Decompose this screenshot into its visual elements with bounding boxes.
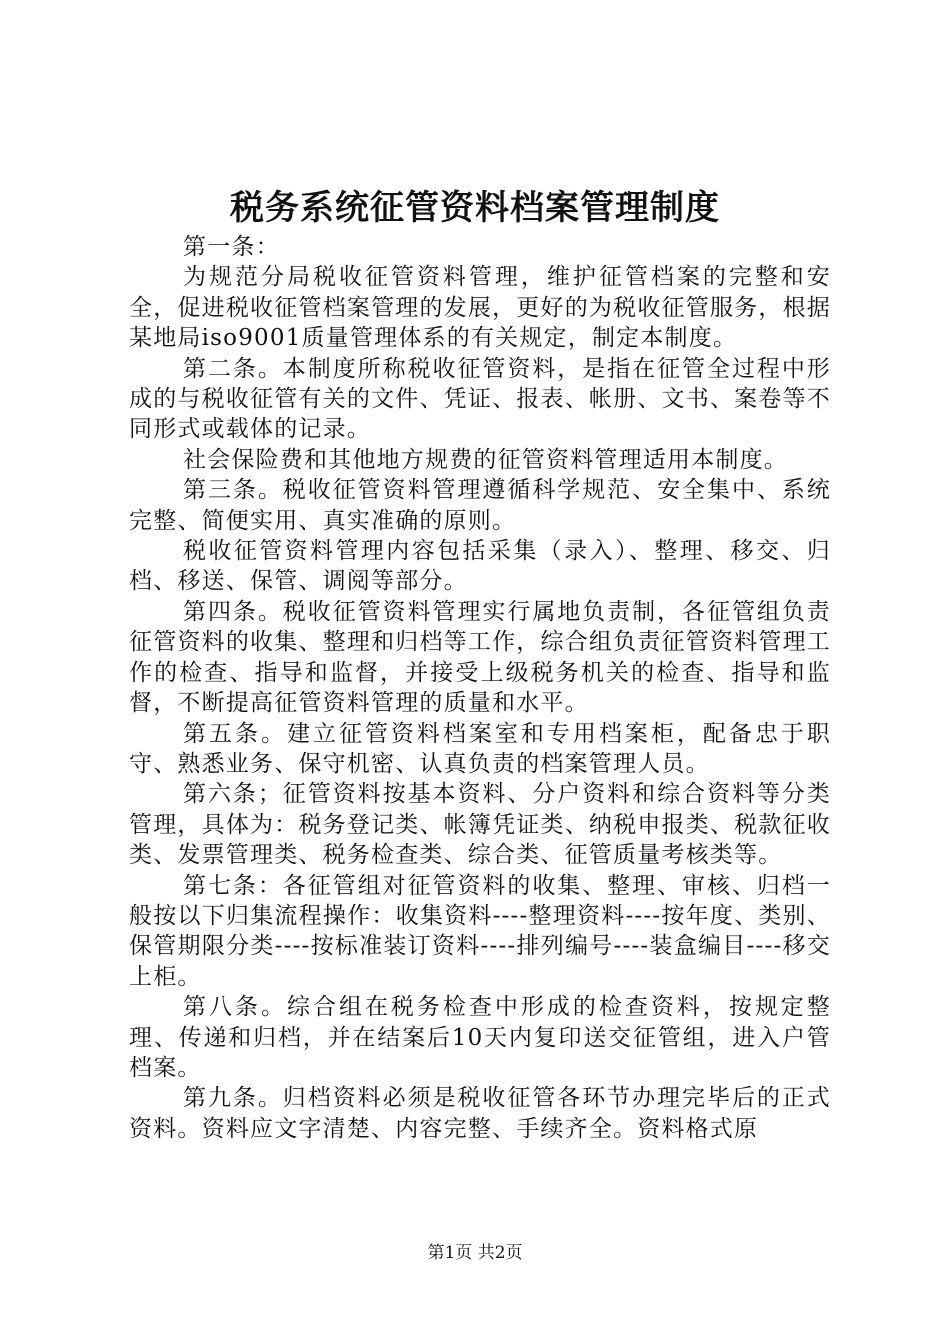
paragraph-management-content: 税收征管资料管理内容包括采集（录入）、整理、移交、归档、移送、保管、调阅等部分。 bbox=[129, 538, 831, 595]
paragraph-article-6: 第六条；征管资料按基本资料、分户资料和综合资料等分类管理，具体为：税务登记类、帐簿凭证类、纳税申报类、税款征收类、发票管理类、税务检查类、综合类、征管质量考核类等。 bbox=[129, 781, 831, 869]
paragraph-article-3: 第三条。税收征管资料管理遵循科学规范、安全集中、系统完整、简便实用、真实准确的原则。 bbox=[129, 477, 831, 534]
page-footer: 第1页 共2页 bbox=[427, 1243, 523, 1263]
paragraph-social-insurance: 社会保险费和其他地方规费的征管资料管理适用本制度。 bbox=[183, 446, 788, 473]
paragraph-article-7: 第七条：各征管组对征管资料的收集、整理、审核、归档一般按以下归集流程操作：收集资料----整理资料----按年度、类别、保管期限分类----按标准装订资料----排列编号----装盒编目----移交上柜。 bbox=[129, 872, 831, 990]
paragraph-article-8: 第八条。综合组在税务检查中形成的检查资料，按规定整理、传递和归档，并在结案后10天内复印送交征管组，进入户管档案。 bbox=[129, 994, 831, 1081]
paragraph-article-5: 第五条。建立征管资料档案室和专用档案柜，配备忠于职守、熟悉业务、保守机密、认真负责的档案管理人员。 bbox=[129, 720, 831, 777]
paragraph-article-1-heading: 第一条： bbox=[183, 234, 280, 260]
paragraph-article-2: 第二条。本制度所称税收征管资料，是指在征管全过程中形成的与税收征管有关的文件、凭证、报表、帐册、文书、案卷等不同形式或载体的记录。 bbox=[129, 355, 831, 443]
document-title: 税务系统征管资料档案管理制度 bbox=[230, 188, 720, 228]
paragraph-article-9: 第九条。归档资料必须是税收征管各环节办理完毕后的正式资料。资料应文字清楚、内容完整、手续齐全。资料格式原 bbox=[129, 1085, 831, 1142]
document-body bbox=[129, 232, 831, 1144]
paragraph-article-4: 第四条。税收征管资料管理实行属地负责制，各征管组负责征管资料的收集、整理和归档等工作，综合组负责征管资料管理工作的检查、指导和监督，并接受上级税务机关的检查、指导和监督，不断提高征管资料管理的质量和水平。 bbox=[129, 598, 831, 717]
paragraph-purpose: 为规范分局税收征管资料管理，维护征管档案的完整和安全，促进税收征管档案管理的发展，更好的为税收征管服务，根据某地局iso9001质量管理体系的有关规定，制定本制度。 bbox=[129, 264, 831, 352]
